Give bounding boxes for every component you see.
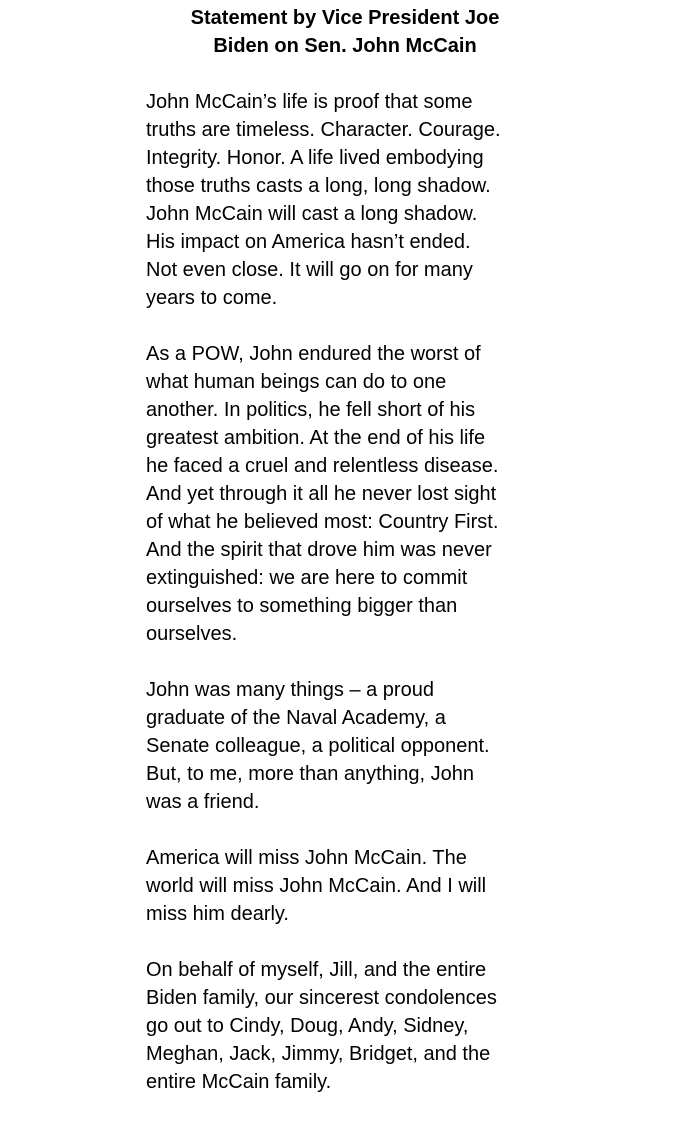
text-line: graduate of the Naval Academy, a (146, 707, 446, 729)
text-line: ourselves. (146, 623, 238, 645)
text-line: On behalf of myself, Jill, and the entire (146, 959, 487, 981)
text-line: Meghan, Jack, Jimmy, Bridget, and the (146, 1043, 491, 1065)
statement-body (146, 88, 566, 1124)
text-line: And yet through it all he never lost sight (146, 483, 497, 505)
title-line: Biden on Sen. John McCain (213, 35, 477, 57)
text-line: of what he believed most: Country First. (146, 511, 499, 533)
text-line: Integrity. Honor. A life lived embodying (146, 147, 484, 169)
text-line: America will miss John McCain. The (146, 847, 467, 869)
paragraph-2 (146, 340, 566, 648)
text-line: what human beings can do to one (146, 371, 447, 393)
text-line: entire McCain family. (146, 1071, 332, 1093)
text-line: go out to Cindy, Doug, Andy, Sidney, (146, 1015, 469, 1037)
text-line: His impact on America hasn’t ended. (146, 231, 471, 253)
text-line: greatest ambition. At the end of his life (146, 427, 486, 449)
text-line: ourselves to something bigger than (146, 595, 458, 617)
paragraph-1 (146, 88, 566, 312)
text-line: John McCain’s life is proof that some (146, 91, 473, 113)
text-line: was a friend. (146, 791, 260, 813)
text-line: But, to me, more than anything, John (146, 763, 474, 785)
text-line: another. In politics, he fell short of his (146, 399, 476, 421)
title-line: Statement by Vice President Joe (190, 7, 500, 29)
text-line: Senate colleague, a political opponent. (146, 735, 490, 757)
text-line: John McCain will cast a long shadow. (146, 203, 478, 225)
text-line: he faced a cruel and relentless disease. (146, 455, 499, 477)
text-line: extinguished: we are here to commit (146, 567, 468, 589)
statement-title (0, 4, 690, 60)
text-line: And the spirit that drove him was never (146, 539, 492, 561)
text-line: world will miss John McCain. And I will (146, 875, 487, 897)
paragraph-5 (146, 956, 566, 1096)
text-line: John was many things – a proud (146, 679, 434, 701)
paragraph-3 (146, 676, 566, 816)
text-line: miss him dearly. (146, 903, 289, 925)
text-line: As a POW, John endured the worst of (146, 343, 481, 365)
paragraph-4 (146, 844, 566, 928)
text-line: those truths casts a long, long shadow. (146, 175, 491, 197)
text-line: Not even close. It will go on for many (146, 259, 473, 281)
text-line: Biden family, our sincerest condolences (146, 987, 497, 1009)
text-line: years to come. (146, 287, 278, 309)
text-line: truths are timeless. Character. Courage. (146, 119, 501, 141)
